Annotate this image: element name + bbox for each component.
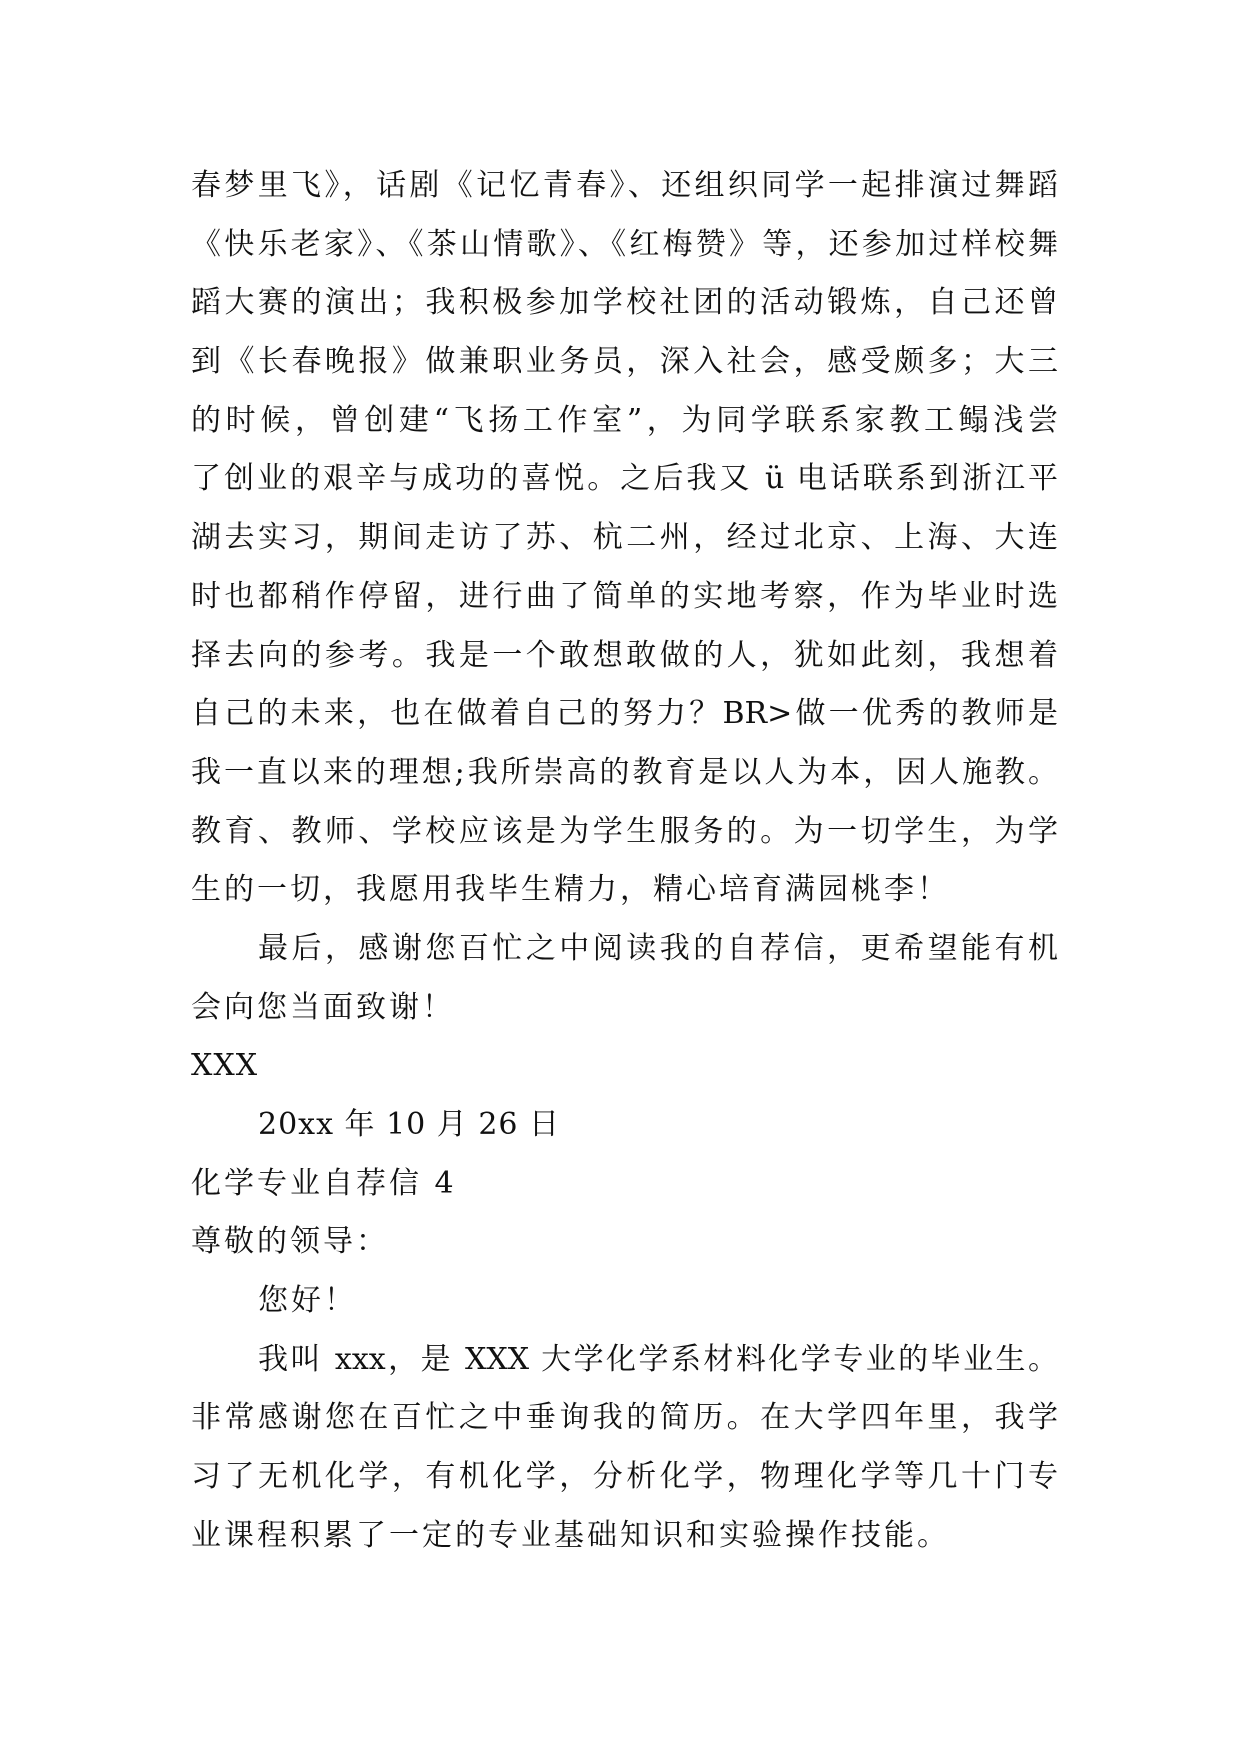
text-line: 择去向的参考。我是一个敢想敢做的人，犹如此刻，我想着 — [191, 637, 1058, 673]
text-line: 蹈大赛的演出；我积极参加学校社团的活动锻炼，自己还曾 — [191, 285, 1058, 321]
text-line: 我叫 xxx，是 XXX 大学化学系材料化学专业的毕业生。 — [258, 1341, 1058, 1377]
text-line: 最后，感谢您百忙之中阅读我的自荐信，更希望能有机 — [258, 930, 1058, 966]
text-line: 了创业的艰辛与成功的喜悦。之后我又 ü 电话联系到浙江平 — [191, 461, 1058, 497]
text-line: 教育、教师、学校应该是为学生服务的。为一切学生，为学 — [191, 813, 1058, 849]
closing-paragraph — [191, 920, 1058, 1037]
text-line: 时也都稍作停留，进行曲了简单的实地考察，作为毕业时选 — [191, 578, 1058, 614]
text-line: 到《长春晚报》做兼职业务员，深入社会，感受颇多；大三 — [191, 344, 1058, 380]
text-line: 非常感谢您在百忙之中垂询我的简历。在大学四年里，我学 — [191, 1400, 1058, 1436]
text-line: 春梦里飞》，话剧《记忆青春》、还组织同学一起排演过舞蹈 — [191, 168, 1058, 203]
letter-date: 20xx 年 10 月 26 日 — [258, 1107, 561, 1142]
text-line: 的时候，曾创建“飞扬工作室”，为同学联系家教工鳎浅尝 — [191, 402, 1058, 438]
text-line: 湖去实习，期间走访了苏、杭二州，经过北京、上海、大连 — [191, 520, 1058, 556]
greeting: 您好！ — [258, 1283, 357, 1319]
text-line: 会向您当面致谢！ — [191, 989, 455, 1025]
intro-paragraph — [191, 1331, 1058, 1566]
text-line: 我一直以来的理想;我所崇高的教育是以人为本，因人施教。 — [191, 754, 1058, 790]
text-line: 业课程积累了一定的专业基础知识和实验操作技能。 — [191, 1517, 950, 1553]
previous-letter-paragraph — [191, 157, 1058, 920]
letter-title: 化学专业自荐信 4 — [191, 1165, 457, 1201]
text-line: 生的一切，我愿用我毕生精力，精心培育满园桃李！ — [191, 872, 950, 908]
text-line: 自己的未来，也在做着自己的努力？BR>做一优秀的教师是 — [191, 696, 1058, 732]
document-body — [191, 157, 1058, 1566]
signature: XXX — [191, 1048, 259, 1084]
text-line: 《快乐老家》、《茶山情歌》、《红梅赞》等，还参加过样校舞 — [191, 226, 1058, 262]
text-line: 习了无机化学，有机化学，分析化学，物理化学等几十门专 — [191, 1459, 1058, 1495]
salutation: 尊敬的领导： — [191, 1224, 389, 1260]
